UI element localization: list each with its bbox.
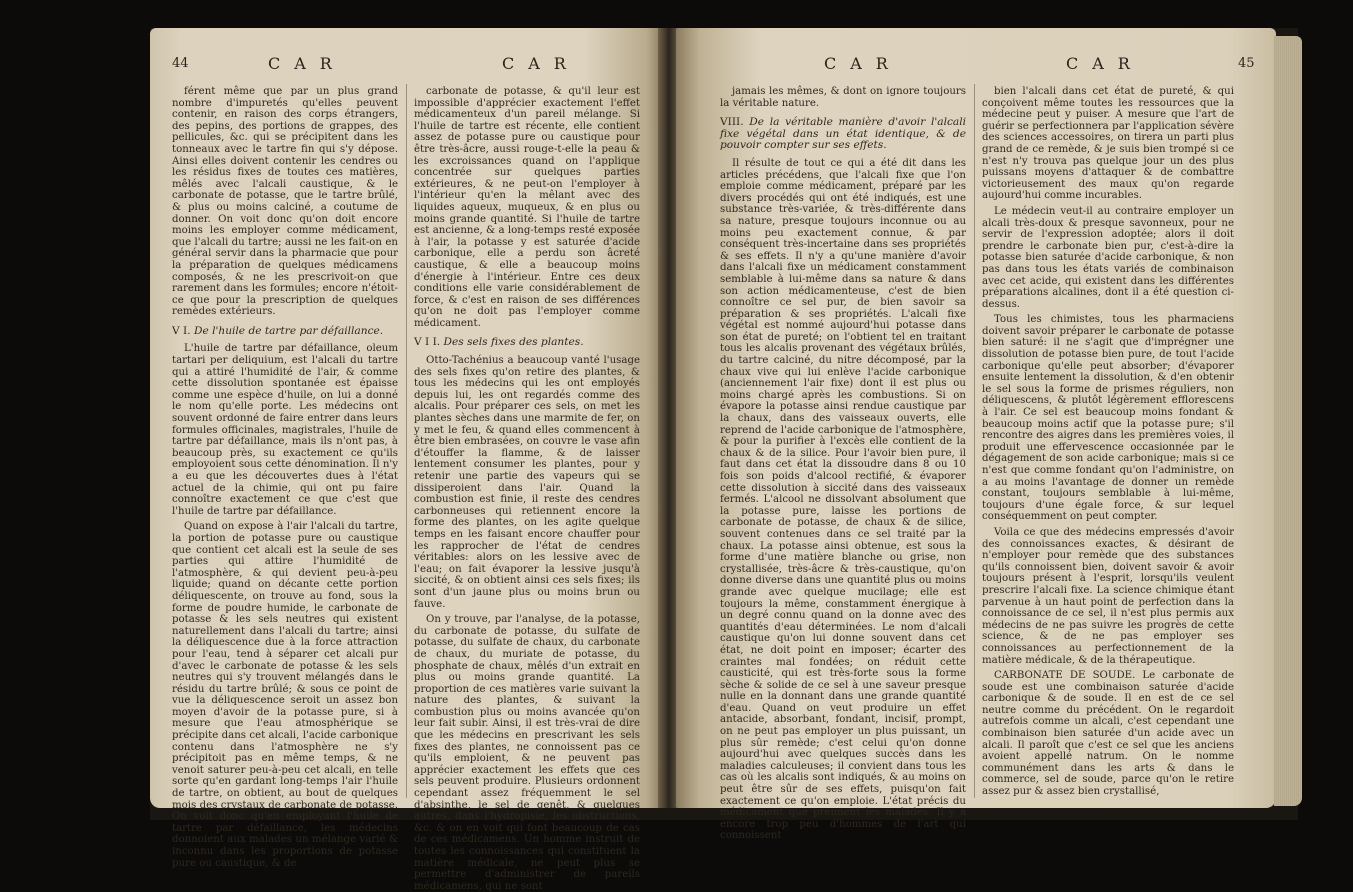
- running-header-left-1: CAR: [268, 54, 346, 73]
- right-page: [676, 28, 1276, 842]
- running-header-right-2: CAR: [1066, 54, 1144, 73]
- section-number: V I.: [172, 324, 191, 337]
- page-number-left: 44: [172, 56, 189, 71]
- paragraph: carbonate de potasse, & qu'il leur est impossible d'apprécier exactement l'effet médicamenteux d'un pareil mélange. Si l'huile de tartre est récente, elle contient assez de potasse pure ou caustique pour être très-âcre, aussi rouge-t-elle la peau & les excroissances quand on l'applique concentrée sur quelques parties extérieures, & ne peut-on l'employer à l'intérieur qu'en la mêlant avec des liquides aqueux, muqueux, & en plus ou moins grande quantité. Si l'huile de tartre est ancienne, & a long-temps resté exposée à l'air, la potasse y est saturée d'acide carbonique, elle a perdu son âcreté caustique, & elle a beaucoup moins d'énergie à l'intérieur. Entre ces deux conditions elle varie considérablement de force, & c'est en raison de ses différences qu'on ne doit pas l'employer comme médicament.: [414, 86, 640, 329]
- paragraph: Le médecin veut-il au contraire employer un alcali très-doux & presque savonneux, pour ne servir de l'expression adoptée; alors il doit prendre le carbonate bien pur, c'est-à-dire la potasse bien saturée d'acide carbonique, & non pas dans tous les états variés de combinaison avec cet acide, qui existent dans les différentes préparations alcalines, dont il a été question ci-dessus.: [982, 205, 1234, 310]
- column-rule: [406, 84, 407, 798]
- paragraph: Otto-Tachénius a beaucoup vanté l'usage des sels fixes qu'on retire des plantes, & tous les médecins qui les ont employés depuis lui, les ont regardés comme des alcalis. Pour préparer ces sels, on met les plantes sèches dans une marmite de fer, on y met le feu, & quand elles commencent à être bien embrasées, on couvre le vase afin d'étouffer la flamme, & de laisser lentement consumer les plantes, pour y retenir une partie des vapeurs qui se dissiperoient dans l'air. Quand la combustion est finie, il reste des cendres carbonneuses qui retiennent encore la forme des plantes, on les agite quelque temps en les faisant encore chauffer pour les rapprocher de l'état de cendres véritables: alors on les lessive avec de l'eau; on fait évaporer la lessive jusqu'à siccité, & on obtient ainsi ces sels fixes; ils sont d'un jaune plus ou moins brun ou fauve.: [414, 355, 640, 610]
- section-number: VIII.: [720, 116, 744, 129]
- running-header-left-2: CAR: [502, 54, 580, 73]
- paragraph: Voila ce que des médecins empressés d'avoir des connoissances exactes, & désirant de n'employer pour remède que des substances qu'ils connoissent bien, doivent savoir & avoir toujours présent à l'esprit, lorsqu'ils veulent prescrire l'alcali fixe. La science chimique étant parvenue à un haut point de perfection dans la connoissance de ce sel, il n'est plus permis aux médecins de ne pas suivre les progrès de cette science, & de ne pas employer ses connoissances au perfectionnement de la matière médicale, & de la thérapeutique.: [982, 526, 1234, 666]
- left-column-2: [414, 86, 640, 892]
- paragraph: On y trouve, par l'analyse, de la potasse, du carbonate de potasse, du sulfate de potasse, du sulfate de chaux, du carbonate de chaux, du muriate de potasse, du phosphate de chaux, mêlés d'un extrait en plus ou moins grande quantité. La proportion de ces matières varie suivant la nature des plantes, & suivant la combustion plus ou moins avancée qu'on leur fait subir. Ainsi, il est très-vrai de dire que les médecins en prescrivant les sels fixes des plantes, ne connoissent pas ce qu'ils emploient, & ne peuvent pas apprécier exactement les effets que ces sels peuvent produire. Plusieurs ordonnent cependant assez fréquemment le sel d'absinthe, le sel de genêt, & quelques autres, dans l'hydropisie, les obstructions, &c. & on en voit qui font beaucoup de cas de ces médicamens. Un homme instruit de toutes les connoissances qui constituent la matière médicale, ne peut plus se permettre d'administrer de pareils médicamens, qui ne sont: [414, 614, 640, 892]
- section-number: V I I.: [414, 336, 441, 349]
- section-title: De l'huile de tartre par défaillance.: [193, 324, 384, 337]
- page-edges: [1274, 36, 1302, 806]
- section-title: Des sels fixes des plantes.: [443, 336, 584, 349]
- paragraph: Quand on expose à l'air l'alcali du tartre, la portion de potasse pure ou caustique que contient cet alcali est la seule de ses parties qui attire l'humidité de l'atmosphère, & qui devient peu-à-peu liquide; quand on décante cette portion déliquescente, on trouve au fond, sous la forme de poudre humide, le carbonate de potasse & les sels neutres qui existent naturellement dans l'alcali du tartre; ainsi la déliquescence due à la force attraction pour l'eau, tend à séparer cet alcali pur d'avec le carbonate de potasse & les sels neutres qui s'y trouvent mélangés dans le résidu du tartre brûlé; & sous ce point de vue la déliquescence seroit un assez bon moyen d'avoir de la potasse pure, si à mesure que l'eau atmosphérique se précipite dans cet alcali, l'acide carbonique contenu dans l'atmosphère ne s'y précipitoit pas en même temps, & ne venoit saturer peu-à-peu cet alcali, en telle sorte qu'en gardant long-temps l'air l'huile de tartre, on obtient, au bout de quelques mois des crystaux de carbonate de potasse. On voit donc qu'en employant l'huile de tartre par défaillance, les médecins donnoient aux malades un mélange varié & inconnu dans les proportions de potasse pure ou caustique, & de: [172, 521, 398, 869]
- left-page: [150, 28, 662, 892]
- paragraph: CARBONATE DE SOUDE. Le carbonate de soude est une combinaison saturée d'acide carbonique & de soude. Il en est de ce sel neutre comme du précédent. On le regardoit autrefois comme un alcali, c'est cependant une combinaison bien saturée d'un acide avec un alcali. Il paroît que c'est ce sel que les anciens avoient appellé natrum. On le nomme communément dans les arts & dans le commerce, sel de soude, parce qu'on le retire assez pur & assez bien crystallisé,: [982, 670, 1234, 798]
- right-column-1: [720, 86, 966, 842]
- running-header-right-1: CAR: [824, 54, 902, 73]
- paragraph: bien l'alcali dans cet état de pureté, & qui conçoivent même toutes les ressources que la médecine peut y puiser. A mesure que l'art de guérir se perfectionnera par l'application sévère des sciences accessoires, on tirera un parti plus grand de ce remède, & je suis bien trompé si ce n'est n'y trouva pas quelque jour un des plus puissans moyens d'attaquer & de combattre victorieusement des maux qu'on regarde aujourd'hui comme incurables.: [982, 86, 1234, 202]
- paragraph: férent même que par un plus grand nombre d'impuretés qu'elles peuvent contenir, en raison des corps étrangers, des pepins, des portions de grappes, des pellicules, &c. qui se précipitent dans les tonneaux avec le tartre fin qui s'y dépose. Ainsi elles doivent contenir les cendres ou les résidus fixes de toutes ces matières, mêlés avec l'alcali caustique, & le carbonate de potasse, que le tartre brûlé, & plus ou moins calciné, a coutume de donner. On voit donc qu'on doit encore moins les employer comme médicament, que l'alcali du tartre; aussi ne les fait-on en général servir dans la pharmacie que pour la préparation de quelques médicamens composés, & ne les prescrivoit-on que rarement dans les formules; encore n'étoit-ce que pour la prescription de quelques remèdes extérieurs.: [172, 86, 398, 318]
- open-book: [150, 28, 1298, 892]
- paragraph: Tous les chimistes, tous les pharmaciens doivent savoir préparer le carbonate de potasse bien saturé: il ne s'agit que d'imprégner une dissolution de potasse bien pure, de tout l'acide carbonique qu'elle peut absorber; d'évaporer ensuite lentement la dissolution, & d'en obtenir le sel sous la forme de prismes réguliers, non déliquescens, & plutôt légèrement efflorescens à l'air. Ce sel est beaucoup moins fondant & beaucoup moins actif que la potasse pure; s'il rencontre des aigres dans les premières voies, il produit une effervescence occasionnée par le dégagement de son acide carbonique; mais si ce n'est que comme fondant qu'on l'administre, on a au moins l'avantage de donner un remède constant, toujours semblable à lui-même, toujours d'une égale force, & sur lequel conséquemment on peut compter.: [982, 314, 1234, 523]
- paragraph: Il résulte de tout ce qui a été dit dans les articles précédens, que l'alcali fixe que l'on emploie comme médicament, préparé par les divers procédés qui ont été indiqués, est une substance très-variée, & très-différente dans sa nature, presque toujours inconnue ou au moins peu exactement connue, & par conséquent très-incertaine dans ses propriétés & ses effets. Il n'y a qu'une manière d'avoir dans l'alcali fixe un médicament constamment semblable à lui-même dans sa nature & dans son action médicamenteuse, c'est de bien connoître ce sel pur, de bien savoir sa préparation & ses propriétés. L'alcali fixe végétal est nommé aujourd'hui potasse dans son état de pureté; on l'obtient tel en traitant tous les alcalis provenant des végétaux brûlés, du tartre calciné, du nitre décomposé, par la chaux vive qui lui enlève l'acide carbonique (anciennement l'air fixe) dont il est plus ou moins chargé après les combustions. Si on évapore la potasse ainsi rendue caustique par la chaux, dans des vaisseaux ouverts, elle reprend de l'acide carbonique de l'atmosphère, & pour la purifier à l'excès elle contient de la chaux & de la silice. Pour l'avoir bien pure, il faut dans cet état la dissoudre dans 8 ou 10 fois son poids d'alcool rectifié, & évaporer cette dissolution à siccité dans des vaisseaux fermés. L'alcool ne dissolvant absolument que la potasse pure, laisse les portions de carbonate de potasse, de chaux & de silice, souvent contenues dans ce sel traité par la chaux. La potasse ainsi obtenue, est sous la forme d'une matière blanche ou grise, non crystallisée, très-âcre & très-caustique, qu'on donne diverse dans une quantité plus ou moins grande avec quelque mucilage; elle est toujours la même, constamment énergique à un degré connu quand on la donne avec des quantités d'eau déterminées. Le nom d'alcali caustique qu'on lui donne souvent dans cet état, ne doit point en imposer; écarter des craintes mal fondées; on réduit cette causticité, qui est très-forte sous la forme sèche & solide de ce sel à une saveur presque nulle en la donnant dans une grande quantité d'eau. Quand on veut produire un effet antacide, absorbant, fondant, incisif, prompt, on ne peut pas employer un plus puissant, un plus sûr remède; c'est celui qu'on donne aujourd'hui avec quelques succès dans les maladies calculeuses; il convient dans tous les cas où les alcalis sont indiqués, & au moins on peut être sûr de ses effets, puisqu'on fait exactement ce qu'on emploie. L'état précis du médicament que prennent les malades. Il y a encore trop peu d'hommes de l'art qui connoissent: [720, 157, 966, 842]
- section-heading: [172, 326, 398, 338]
- column-rule: [974, 84, 975, 798]
- section-heading: [720, 117, 966, 152]
- page-number-right: 45: [1238, 56, 1255, 71]
- paragraph: jamais les mêmes, & dont on ignore toujours la véritable nature.: [720, 86, 966, 109]
- left-column-1: [172, 86, 398, 869]
- section-title: De la véritable manière d'avoir l'alcali fixe végétal dans un état identique, & de pouvoir compter sur ses effets.: [720, 116, 966, 152]
- section-heading: [414, 337, 640, 349]
- right-column-2: [982, 86, 1234, 798]
- paragraph: L'huile de tartre par défaillance, oleum tartari per deliquium, est l'alcali du tartre qui a attiré l'humidité de l'air, & comme cette dissolution spontanée est épaisse comme une espèce d'huile, on lui a donné le nom qu'elle porte. Les médecins ont souvent ordonné de faire entrer dans leurs formules officinales, magistrales, l'huile de tartre par défaillance, mais ils n'ont pas, à beaucoup près, su exactement ce qu'ils employoient sous cette dénomination. Il n'y a eu que les découvertes dues à l'état actuel de la chimie, qui ont pu faire connoître exactement ce que c'est que l'huile de tartre par défaillance.: [172, 343, 398, 517]
